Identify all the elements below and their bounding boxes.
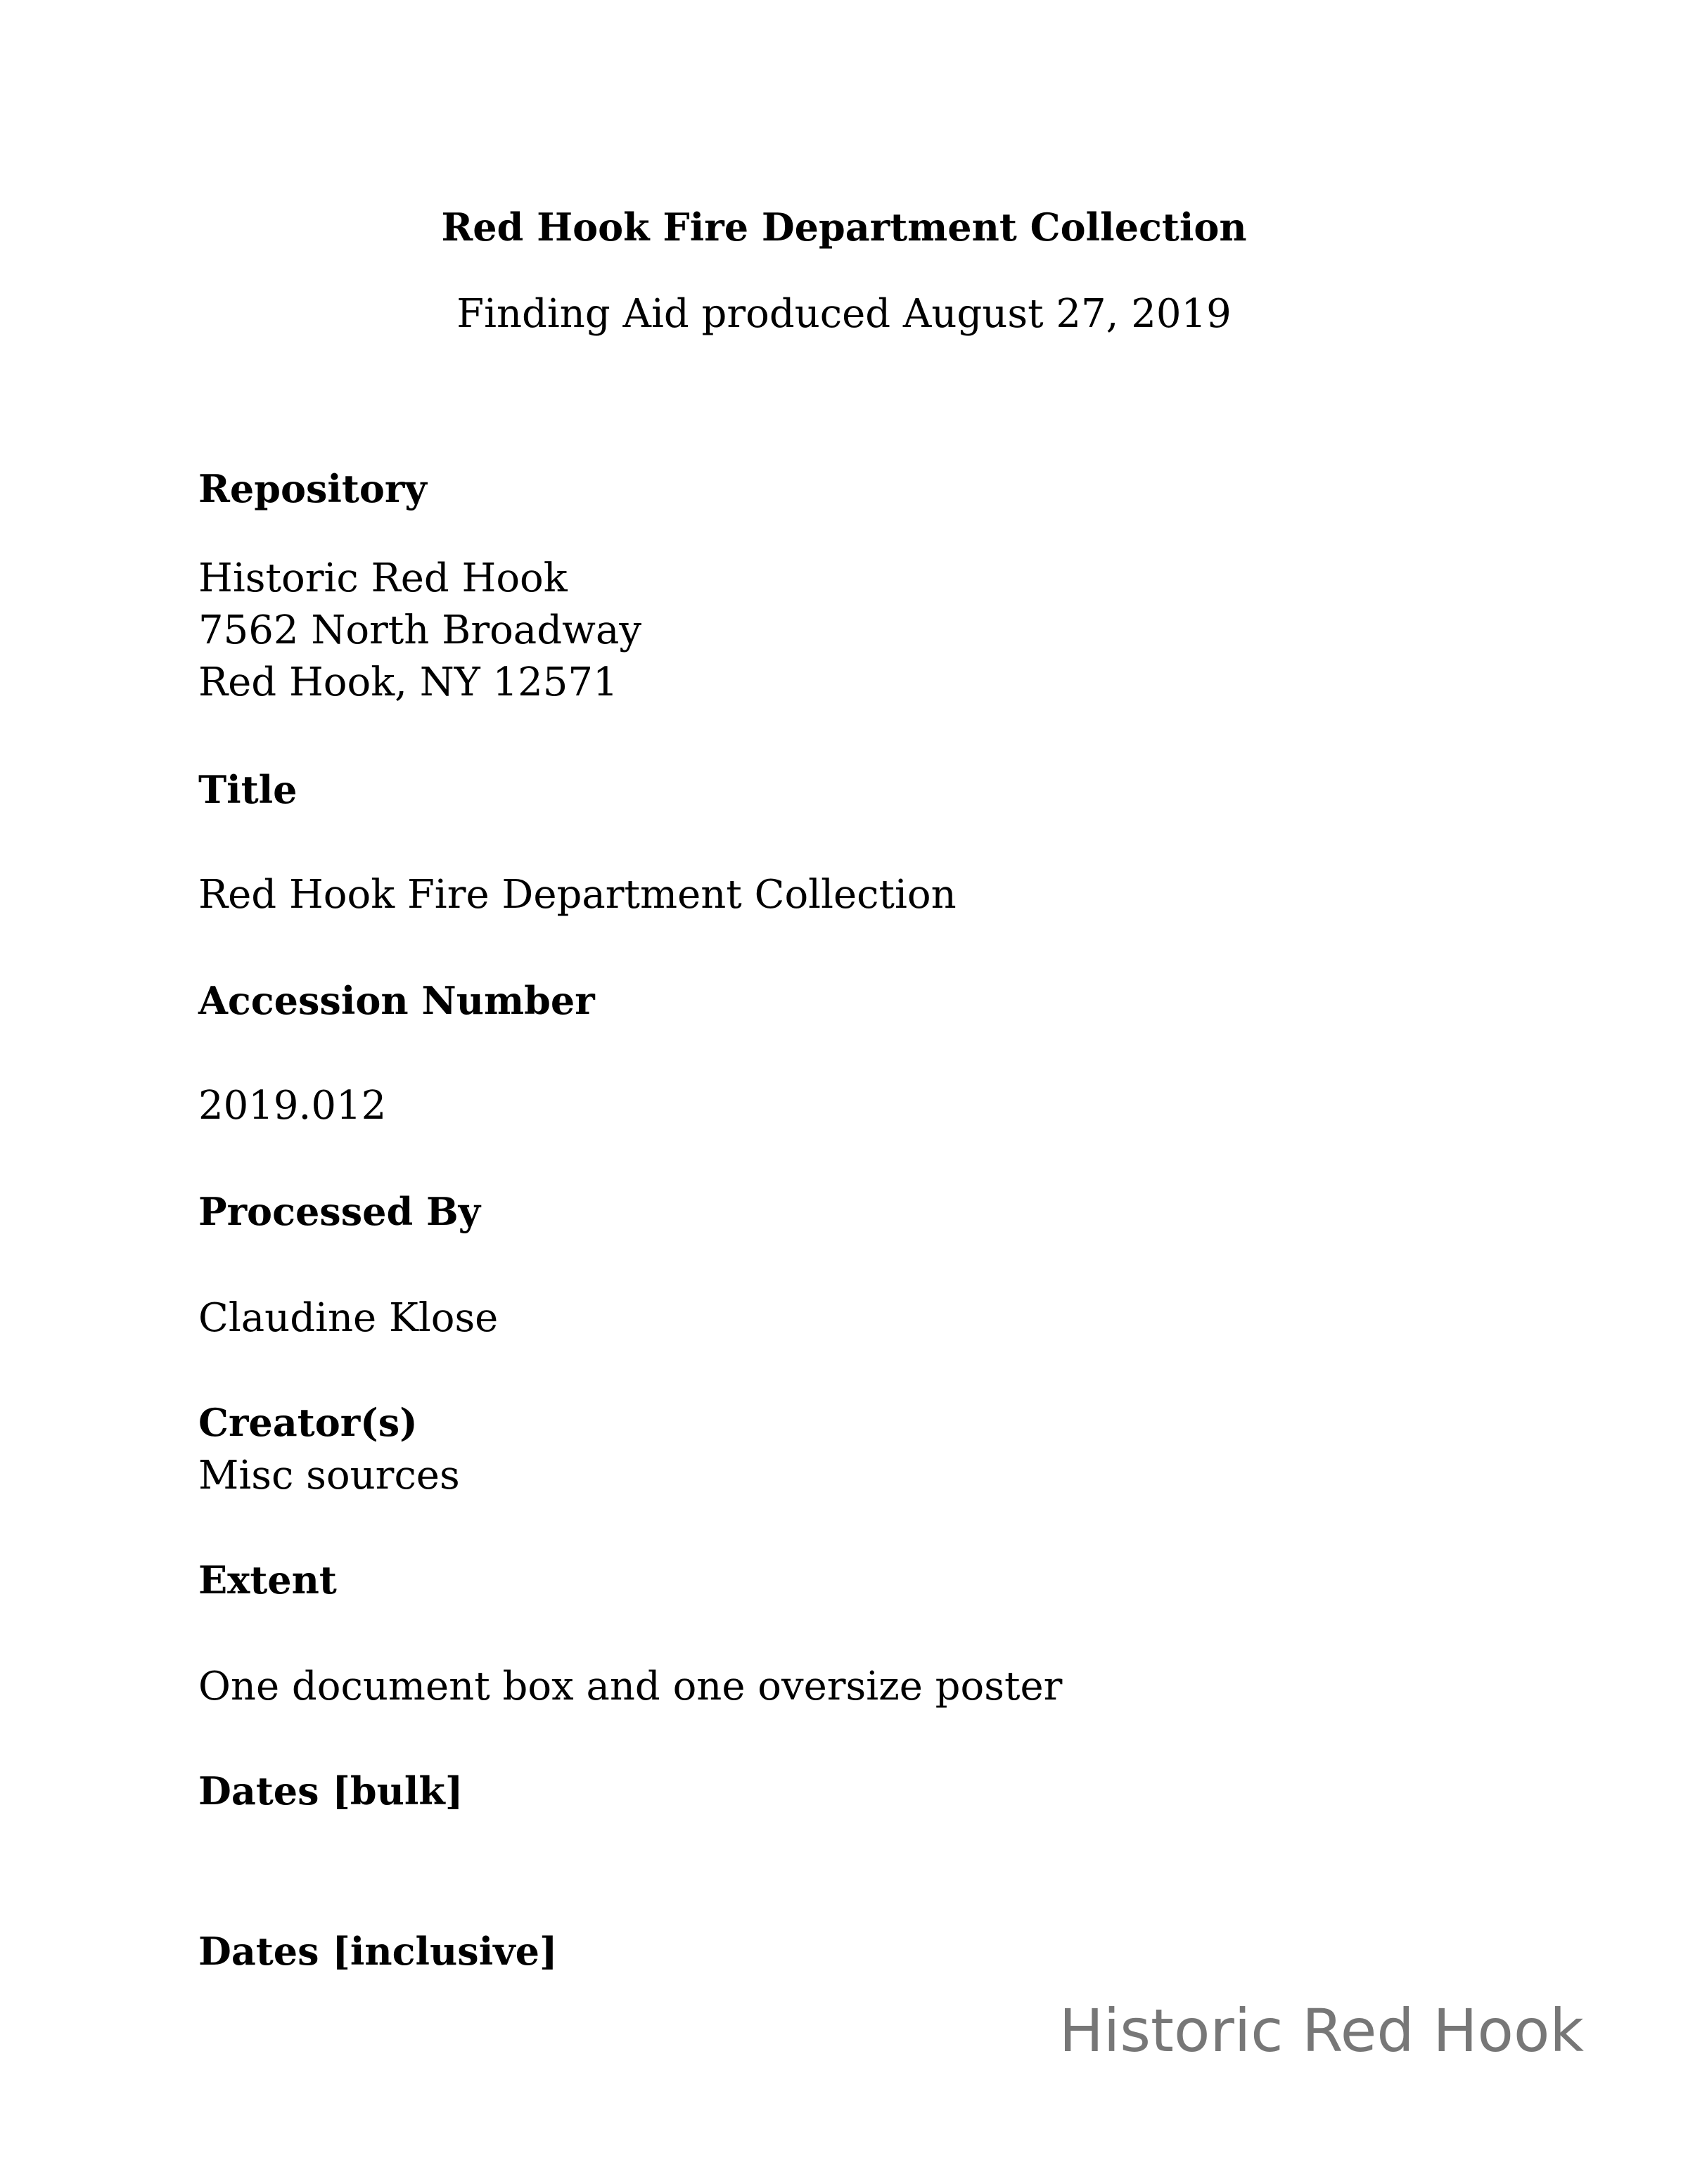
processed-by-label: Processed By [198, 1189, 481, 1234]
dates-inclusive-label: Dates [inclusive] [198, 1929, 558, 1974]
watermark-logo-text: Historic Red Hook [1059, 1996, 1584, 2065]
repository-line-1: Historic Red Hook [198, 555, 568, 601]
repository-line-2: 7562 North Broadway [198, 608, 641, 653]
processed-by-value: Claudine Klose [198, 1295, 499, 1341]
document-subtitle: Finding Aid produced August 27, 2019 [456, 291, 1232, 337]
title-value: Red Hook Fire Department Collection [198, 872, 957, 918]
repository-label: Repository [198, 466, 427, 511]
title-label: Title [198, 767, 298, 812]
dates-bulk-label: Dates [bulk] [198, 1768, 463, 1813]
creators-label: Creator(s) [198, 1400, 418, 1445]
extent-value: One document box and one oversize poster [198, 1664, 1063, 1709]
accession-number-value: 2019.012 [198, 1083, 387, 1129]
accession-number-label: Accession Number [198, 978, 595, 1023]
document-title: Red Hook Fire Department Collection [441, 205, 1247, 250]
repository-line-3: Red Hook, NY 12571 [198, 660, 618, 705]
extent-label: Extent [198, 1557, 337, 1602]
creators-value: Misc sources [198, 1453, 460, 1498]
